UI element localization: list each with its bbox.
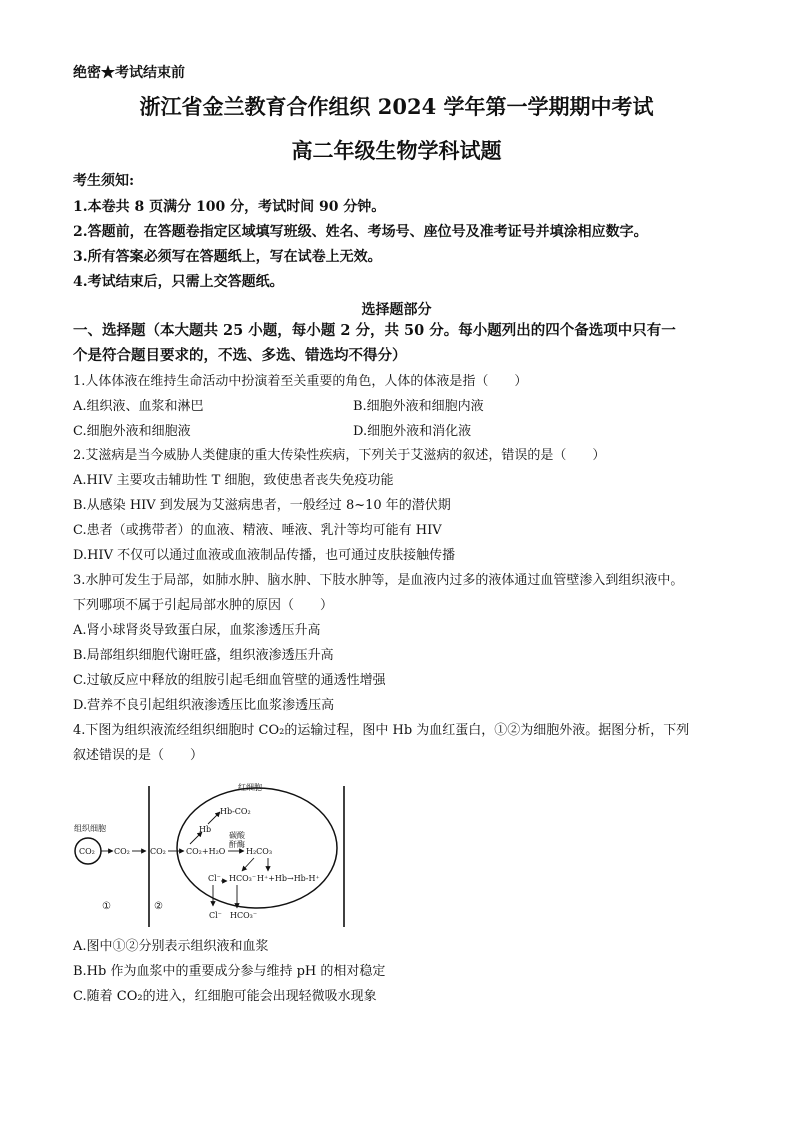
exam-title: 浙江省金兰教育合作组织 2024 学年第一学期期中考试 — [139, 94, 654, 119]
option-d: D.营养不良引起组织液渗透压比血浆渗透压高 — [73, 698, 335, 713]
notice-heading: 考生须知: — [73, 173, 135, 189]
option-b: B.Hb 作为血浆中的重要成分参与维持 pH 的相对稳定 — [73, 964, 386, 979]
section-head: 一、选择题（本大题共 25 小题，每小题 2 分，共 50 分。每小题列出的四个备选项中只有一 — [73, 322, 676, 339]
region-1-label: ① — [102, 901, 111, 912]
option-a: A.组织液、血浆和淋巴 — [73, 399, 204, 414]
option-a: A.图中①②分别表示组织液和血浆 — [73, 939, 269, 954]
question-stem: 2.艾滋病是当今威胁人类健康的重大传染性疾病，下列关于艾滋病的叙述，错误的是（ ） — [73, 448, 606, 463]
rbc-label: 红细胞 — [238, 783, 262, 792]
h2co3-label: H₂CO₃ — [246, 847, 273, 856]
question-stem: 1.人体体液在维持生命活动中扮演着至关重要的角色，人体的体液是指（ ） — [73, 374, 528, 389]
hb-label: Hb — [199, 825, 212, 834]
question-stem: 叙述错误的是（ ） — [73, 748, 204, 763]
option-b: B.局部组织细胞代谢旺盛，组织液渗透压升高 — [73, 648, 334, 663]
question-stem: 下列哪项不属于引起局部水肿的原因（ ） — [73, 598, 334, 613]
section-title: 选择题部分 — [361, 302, 432, 318]
option-c: C.随着 CO₂的进入，红细胞可能会出现轻微吸水现象 — [73, 989, 377, 1004]
section-head: 个是符合题目要求的，不选、多选、错选均不得分） — [73, 347, 407, 364]
option-c: C.过敏反应中释放的组胺引起毛细血管壁的通透性增强 — [73, 673, 386, 688]
co2-transport-diagram — [72, 782, 362, 932]
exam-subtitle: 高二年级生物学科试题 — [291, 138, 502, 163]
option-a: A.肾小球肾炎导致蛋白尿，血浆渗透压升高 — [73, 623, 321, 638]
question-stem: 3.水肿可发生于局部，如肺水肿、脑水肿、下肢水肿等，是血液内过多的液体通过血管壁渗入到组织液中。 — [73, 573, 684, 588]
enzyme-label: 碳酸 — [229, 831, 245, 840]
cl-label: Cl⁻ — [208, 874, 221, 883]
hco3-label: HCO₃⁻ — [230, 911, 258, 920]
option-a: A.HIV 主要攻击辅助性 T 细胞，致使患者丧失免疫功能 — [73, 473, 394, 488]
enzyme-label: 酐酶 — [229, 840, 245, 849]
question-stem: 4.下图为组织液流经组织细胞时 CO₂的运输过程，图中 Hb 为血红蛋白，①②为细胞外液。据图分析，下列 — [73, 723, 690, 738]
cl-label: Cl⁻ — [209, 911, 222, 920]
notice-item: 4.考试结束后，只需上交答题纸。 — [73, 274, 284, 290]
tissue-cell-label: 组织细胞 — [74, 824, 106, 833]
notice-item: 1.本卷共 8 页满分 100 分，考试时间 90 分钟。 — [73, 199, 386, 215]
option-d: D.HIV 不仅可以通过血液或血液制品传播，也可通过皮肤接触传播 — [73, 548, 456, 563]
region-2-label: ② — [154, 901, 163, 912]
secret-label: 绝密★考试结束前 — [73, 65, 185, 81]
hb-co2-label: Hb-CO₂ — [220, 807, 251, 816]
co2-label: CO₂ — [150, 847, 166, 856]
reaction-label: CO₂+H₂O — [186, 847, 226, 856]
h-hb-label: H⁺+Hb→Hb-H⁺ — [257, 874, 320, 883]
co2-label: CO₂ — [79, 847, 95, 856]
option-c: C.细胞外液和细胞液 — [73, 424, 191, 439]
notice-item: 2.答题前，在答题卷指定区域填写班级、姓名、考场号、座位号及准考证号并填涂相应数字。 — [73, 224, 648, 240]
option-c: C.患者（或携带者）的血液、精液、唾液、乳汁等均可能有 HIV — [73, 523, 442, 538]
notice-item: 3.所有答案必须写在答题纸上，写在试卷上无效。 — [73, 249, 382, 265]
option-d: D.细胞外液和消化液 — [353, 424, 472, 439]
option-b: B.细胞外液和细胞内液 — [353, 399, 484, 414]
option-b: B.从感染 HIV 到发展为艾滋病患者，一般经过 8~10 年的潜伏期 — [73, 498, 451, 513]
hco3-label: HCO₃⁻ — [229, 874, 257, 883]
co2-label: CO₂ — [114, 847, 130, 856]
